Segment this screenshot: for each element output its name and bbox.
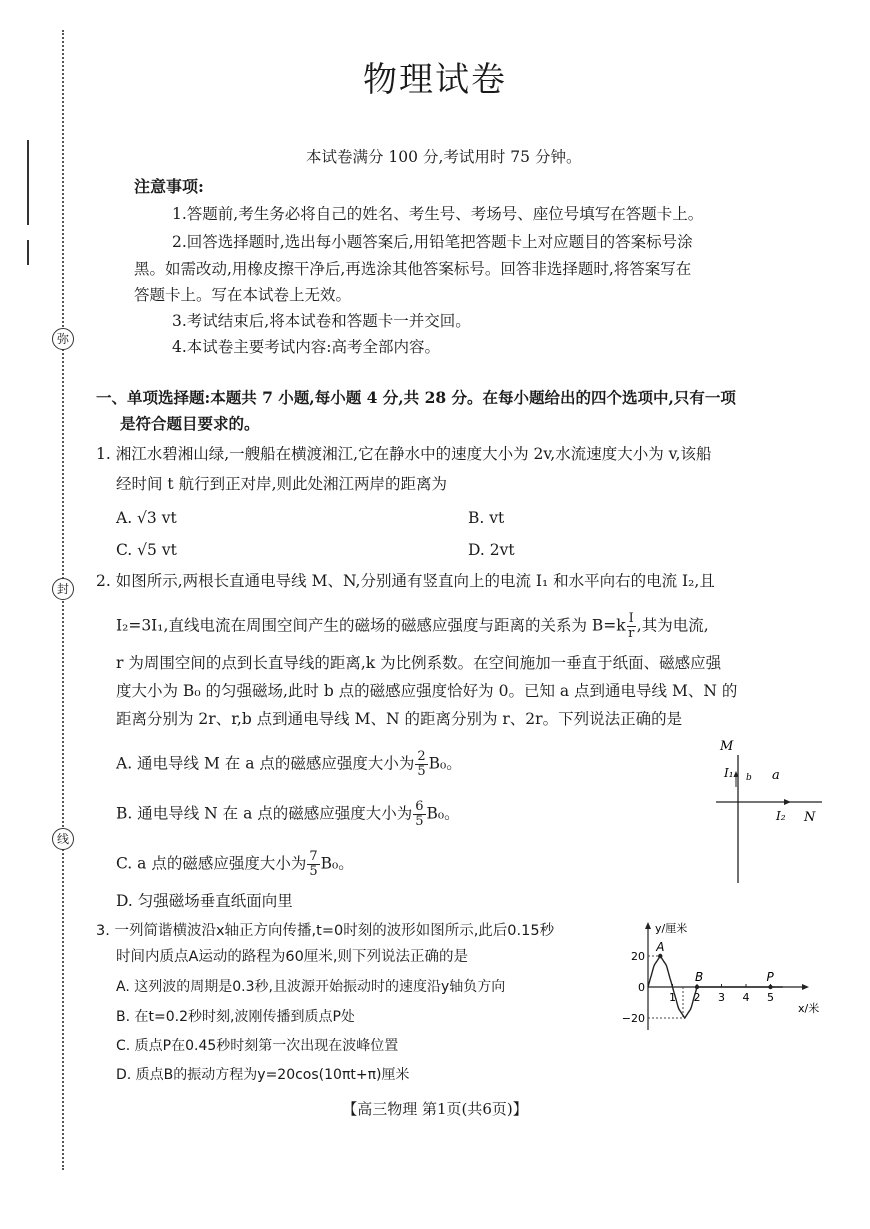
label-i2: I₂: [776, 809, 786, 823]
option-unit: B₀。: [320, 854, 354, 873]
exam-intro: 本试卷满分 100 分,考试用时 75 分钟。: [306, 148, 582, 166]
point-a-marker: [658, 954, 662, 958]
y-axis-arrow: [645, 922, 651, 929]
x-tick-label: 1: [669, 991, 676, 1004]
q3-stem-cont: 时间内质点A运动的路程为60厘米,则下列说法正确的是: [116, 949, 468, 965]
q2-option-a: [116, 750, 462, 779]
q1-option-b: B. vt: [468, 509, 505, 527]
q2-option-c: [116, 850, 354, 879]
q3-option-a: A. 这列波的周期是0.3秒,且波源开始振动时的速度沿y轴负方向: [116, 979, 506, 995]
y-axis-label: y/厘米: [655, 922, 688, 935]
binding-dotted-line: [62, 30, 64, 1170]
page-title: 物理试卷: [363, 60, 507, 100]
current-arrowhead-i2: [784, 799, 791, 805]
fraction-denominator: r: [628, 626, 635, 641]
q2-stem-line2: [116, 612, 709, 641]
q2-stem-line3: r 为周围空间的点到长直导线的距离,k 为比例系数。在空间施加一垂直于纸面、磁感应强: [116, 654, 722, 672]
notice-heading: 注意事项:: [134, 177, 204, 196]
q1-option-c: C. √5 vt: [116, 541, 177, 559]
x-tick-label: 5: [767, 991, 774, 1004]
seal-char-xian: 线: [52, 828, 74, 850]
binding-margin-bar: [27, 240, 29, 265]
y-tick-20: 20: [631, 950, 645, 963]
q1-option-a: A. √3 vt: [116, 509, 177, 527]
fraction-numerator: 6: [415, 799, 424, 814]
option-text: B. 通电导线 N 在 a 点的磁感应强度大小为: [116, 804, 413, 823]
q3-wave-chart: [621, 918, 835, 1036]
q2-stem-line4: 度大小为 B₀ 的匀强磁场,此时 b 点的磁感应强度恰好为 0。已知 a 点到通电导线 M、N 的: [116, 682, 738, 700]
fraction-denominator: 5: [309, 864, 318, 879]
q1-option-d: D. 2vt: [468, 541, 515, 559]
x-axis-label: x/米: [798, 1002, 820, 1015]
label-a: a: [772, 768, 780, 783]
label-i1: I₁: [724, 766, 734, 780]
seal-char-mi: 弥: [52, 328, 74, 350]
binding-margin-bar: [27, 140, 29, 225]
q2-stem-line5: 距离分别为 2r、r,b 点到通电导线 M、N 的距离分别为 r、2r。下列说法正确的是: [116, 710, 683, 728]
fraction-numerator: I: [628, 611, 634, 626]
q3-stem: 3. 一列简谐横波沿x轴正方向传播,t=0时刻的波形如图所示,此后0.15秒: [96, 923, 555, 939]
notice-item-2-cont: 答题卡上。写在本试卷上无效。: [134, 286, 352, 304]
fraction-numerator: 7: [309, 849, 318, 864]
q2-stem: 2. 如图所示,两根长直通电导线 M、N,分别通有竖直向上的电流 I₁ 和水平向右的电流 I₂,且: [96, 572, 715, 590]
fraction-denominator: 5: [417, 764, 426, 779]
notice-item-1: 1.答题前,考生务必将自己的姓名、考生号、考场号、座位号填写在答题卡上。: [172, 205, 704, 223]
formula-fraction: [627, 612, 636, 641]
fraction-numerator: 2: [417, 749, 426, 764]
x-tick-label: 2: [693, 991, 701, 1004]
x-axis-arrow: [802, 984, 809, 990]
label-m: M: [720, 739, 734, 754]
q3-option-c: C. 质点P在0.45秒时刻第一次出现在波峰位置: [116, 1038, 399, 1054]
point-b-label: B: [695, 970, 704, 984]
notice-item-2-cont: 黑。如需改动,用橡皮擦干净后,再选涂其他答案标号。回答非选择题时,将答案写在: [134, 260, 692, 278]
option-text: C. a 点的磁感应强度大小为: [116, 854, 307, 873]
notice-item-2: 2.回答选择题时,选出每小题答案后,用铅笔把答题卡上对应题目的答案标号涂: [172, 233, 693, 251]
label-n: N: [804, 810, 816, 825]
option-fraction: [413, 800, 425, 829]
label-b: b: [746, 773, 752, 783]
option-fraction: [307, 850, 319, 879]
x-tick-label: 3: [718, 991, 725, 1004]
q1-stem: 1. 湘江水碧湘山绿,一艘船在横渡湘江,它在静水中的速度大小为 2v,水流速度大小为 v,该船: [96, 445, 712, 463]
point-p-marker: [768, 985, 772, 989]
fraction-denominator: 5: [415, 814, 424, 829]
seal-char-feng: 封: [52, 578, 74, 600]
q3-option-b: B. 在t=0.2秒时刻,波刚传播到质点P处: [116, 1009, 355, 1025]
y-tick-0: 0: [638, 981, 645, 994]
q1-stem-cont: 经时间 t 航行到正对岸,则此处湘江两岸的距离为: [116, 475, 448, 493]
section-heading: 一、单项选择题:本题共 7 小题,每小题 4 分,共 28 分。在每小题给出的四个选项中,只有一项: [96, 388, 736, 407]
point-a-label: A: [656, 940, 665, 954]
q3-option-d: D. 质点B的振动方程为y=20cos(10πt+π)厘米: [116, 1067, 410, 1083]
q2-option-d: D. 匀强磁场垂直纸面向里: [116, 892, 293, 910]
notice-item-4: 4.本试卷主要考试内容:高考全部内容。: [172, 338, 441, 356]
notice-item-3: 3.考试结束后,将本试卷和答题卡一并交回。: [172, 312, 471, 330]
section-heading-cont: 是符合题目要求的。: [120, 414, 260, 433]
page-footer: 【高三物理 第1页(共6页)】: [342, 1100, 528, 1118]
option-unit: B₀。: [428, 754, 462, 773]
q2-stem-text: I₂=3I₁,直线电流在周围空间产生的磁场的磁感应强度与距离的关系为 B=k: [116, 616, 626, 635]
option-fraction: [415, 750, 427, 779]
q2-stem-text: ,其为电流,: [636, 616, 709, 635]
x-tick-label: 4: [742, 991, 750, 1004]
point-p-label: P: [766, 970, 774, 984]
q2-wire-figure: [712, 735, 827, 885]
y-tick-neg20: −20: [621, 1012, 645, 1025]
q2-option-b: [116, 800, 460, 829]
point-b-marker: [695, 985, 699, 989]
option-text: A. 通电导线 M 在 a 点的磁感应强度大小为: [116, 754, 415, 773]
option-unit: B₀。: [426, 804, 460, 823]
